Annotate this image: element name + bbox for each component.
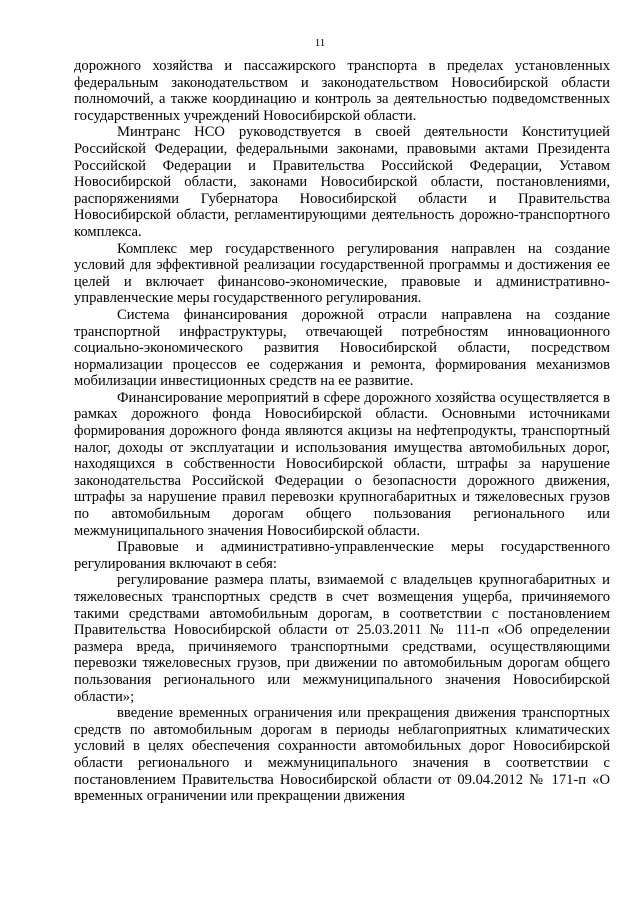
document-body xyxy=(74,58,610,805)
paragraph-5: Финансирование мероприятий в сфере дорожного хозяйства осуществляется в рамках дорожного фонда Новосибирской области. Основными источниками формирования дорожного фонда являются акцизы на нефтепродукты, транспортный налог, доходы от эксплуатации и использования имущества автомобильных дорог, находящихся в собственности Новосибирской области, штрафы за нарушение законодательства Российской Федерации о безопасности дорожного движения, штрафы за нарушение правил перевозки крупногабаритных и тяжеловесных грузов по автомобильным дорогам общего пользования регионального или межмуниципального значения Новосибирской области. xyxy=(74,389,610,539)
page-number: 11 xyxy=(314,37,326,49)
paragraph-1: дорожного хозяйства и пассажирского транспорта в пределах установленных федеральным законодательством и законодательством Новосибирской области полномочий, а также координацию и контроль за деятельностью подведомственных государственных учреждений Новосибирской области. xyxy=(74,58,610,124)
paragraph-2: Минтранс НСО руководствуется в своей деятельности Конституцией Российской Федерации, федеральными законами, правовыми актами Президента Российской Федерации и Правительства Российской Федерации, Уставом Новосибирской области, законами Новосибирской области, постановлениями, распоряжениями Губернатора Новосибирской области и Правительства Новосибирской области, регламентирующими деятельность дорожно-транспортного комплекса. xyxy=(74,124,610,240)
paragraph-6: Правовые и административно-управленческие меры государственного регулирования включают в себя: xyxy=(74,539,610,572)
paragraph-8: введение временных ограничения или прекращения движения транспортных средств по автомобильным дорогам в периоды неблагоприятных климатических условий в целях обеспечения сохранности автомобильных дорог Новосибирской области регионального и межмуниципального значения в соответствии с постановлением Правительства Новосибирской области от 09.04.2012 № 171-п «О временных ограничении или прекращении движения xyxy=(74,705,610,805)
paragraph-4: Система финансирования дорожной отрасли направлена на создание транспортной инфраструктуры, отвечающей потребностям инновационного социально-экономического развития Новосибирской области, посредством нормализации процессов ее содержания и ремонта, формирования механизмов мобилизации инвестиционных средств на ее развитие. xyxy=(74,306,610,390)
paragraph-3: Комплекс мер государственного регулирования направлен на создание условий для эффективной реализации государственной программы и достижения ее целей и включает финансово-экономические, правовые и административно-управленческие меры государственного регулирования. xyxy=(74,240,610,307)
paragraph-7: регулирование размера платы, взимаемой с владельцев крупногабаритных и тяжеловесных транспортных средств в счет возмещения ущерба, причиняемого такими средствами автомобильным дорогам, в соответствии с постановлением Правительства Новосибирской области от 25.03.2011 № 111-п «Об определении размера вреда, причиняемого транспортными средствами, осуществляющими перевозки тяжеловесных грузов, при движении по автомобильным дорогам общего пользования регионального или межмуниципального значения Новосибирской области»; xyxy=(74,572,610,705)
